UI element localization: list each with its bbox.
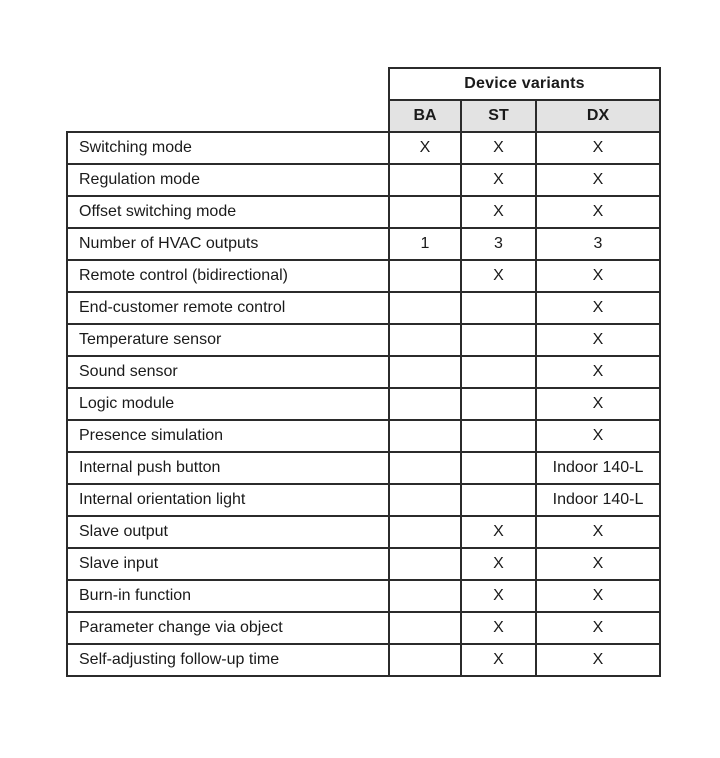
- dx-value-cell: X: [536, 612, 660, 644]
- dx-value-cell: X: [536, 388, 660, 420]
- feature-label-cell: Number of HVAC outputs: [67, 228, 389, 260]
- column-header-ba: BA: [389, 100, 461, 132]
- feature-label-cell: Slave output: [67, 516, 389, 548]
- ba-value-cell: [389, 580, 461, 612]
- st-value-cell: 3: [461, 228, 536, 260]
- table-body: [67, 132, 660, 676]
- st-value-cell: X: [461, 548, 536, 580]
- ba-value-cell: [389, 260, 461, 292]
- ba-value-cell: [389, 356, 461, 388]
- st-value-cell: [461, 324, 536, 356]
- ba-value-cell: [389, 196, 461, 228]
- dx-value-cell: X: [536, 292, 660, 324]
- dx-value-cell: X: [536, 356, 660, 388]
- column-header-st: ST: [461, 100, 536, 132]
- header-spacer-cell: [67, 68, 389, 100]
- feature-label-cell: Sound sensor: [67, 356, 389, 388]
- dx-value-cell: Indoor 140-L: [536, 484, 660, 516]
- column-header-row: [67, 100, 660, 132]
- dx-value-cell: X: [536, 580, 660, 612]
- st-value-cell: [461, 420, 536, 452]
- st-value-cell: X: [461, 516, 536, 548]
- ba-value-cell: [389, 452, 461, 484]
- st-value-cell: [461, 356, 536, 388]
- ba-value-cell: [389, 484, 461, 516]
- st-value-cell: X: [461, 260, 536, 292]
- feature-row: [67, 644, 660, 676]
- feature-row: [67, 228, 660, 260]
- ba-value-cell: X: [389, 132, 461, 164]
- group-header-cell: Device variants: [389, 68, 660, 100]
- feature-row: [67, 196, 660, 228]
- st-value-cell: X: [461, 644, 536, 676]
- ba-value-cell: [389, 420, 461, 452]
- ba-value-cell: [389, 388, 461, 420]
- dx-value-cell: X: [536, 324, 660, 356]
- st-value-cell: [461, 452, 536, 484]
- feature-row: [67, 132, 660, 164]
- feature-row: [67, 164, 660, 196]
- ba-value-cell: [389, 292, 461, 324]
- dx-value-cell: X: [536, 132, 660, 164]
- feature-row: [67, 484, 660, 516]
- feature-label-cell: Switching mode: [67, 132, 389, 164]
- dx-value-cell: X: [536, 196, 660, 228]
- feature-row: [67, 324, 660, 356]
- dx-value-cell: X: [536, 548, 660, 580]
- feature-label-cell: Self-adjusting follow-up time: [67, 644, 389, 676]
- group-header-row: [67, 68, 660, 100]
- ba-value-cell: [389, 644, 461, 676]
- ba-value-cell: [389, 516, 461, 548]
- feature-label-cell: Offset switching mode: [67, 196, 389, 228]
- feature-row: [67, 292, 660, 324]
- header-spacer-cell: [67, 100, 389, 132]
- feature-label-cell: Temperature sensor: [67, 324, 389, 356]
- ba-value-cell: [389, 548, 461, 580]
- dx-value-cell: X: [536, 420, 660, 452]
- feature-label-cell: Presence simulation: [67, 420, 389, 452]
- dx-value-cell: Indoor 140-L: [536, 452, 660, 484]
- feature-row: [67, 388, 660, 420]
- st-value-cell: X: [461, 612, 536, 644]
- device-variants-table: [66, 67, 661, 677]
- feature-label-cell: Remote control (bidirectional): [67, 260, 389, 292]
- st-value-cell: X: [461, 196, 536, 228]
- feature-label-cell: Regulation mode: [67, 164, 389, 196]
- feature-label-cell: End-customer remote control: [67, 292, 389, 324]
- dx-value-cell: X: [536, 516, 660, 548]
- feature-label-cell: Burn-in function: [67, 580, 389, 612]
- ba-value-cell: [389, 164, 461, 196]
- feature-row: [67, 452, 660, 484]
- feature-label-cell: Internal push button: [67, 452, 389, 484]
- feature-row: [67, 612, 660, 644]
- st-value-cell: [461, 292, 536, 324]
- column-header-dx: DX: [536, 100, 660, 132]
- st-value-cell: [461, 388, 536, 420]
- st-value-cell: X: [461, 132, 536, 164]
- feature-row: [67, 356, 660, 388]
- feature-row: [67, 260, 660, 292]
- feature-row: [67, 420, 660, 452]
- st-value-cell: X: [461, 164, 536, 196]
- feature-row: [67, 580, 660, 612]
- ba-value-cell: [389, 324, 461, 356]
- dx-value-cell: X: [536, 260, 660, 292]
- st-value-cell: [461, 484, 536, 516]
- feature-label-cell: Internal orientation light: [67, 484, 389, 516]
- feature-label-cell: Logic module: [67, 388, 389, 420]
- feature-row: [67, 516, 660, 548]
- feature-label-cell: Parameter change via object: [67, 612, 389, 644]
- feature-row: [67, 548, 660, 580]
- dx-value-cell: 3: [536, 228, 660, 260]
- feature-label-cell: Slave input: [67, 548, 389, 580]
- dx-value-cell: X: [536, 644, 660, 676]
- ba-value-cell: [389, 612, 461, 644]
- dx-value-cell: X: [536, 164, 660, 196]
- st-value-cell: X: [461, 580, 536, 612]
- ba-value-cell: 1: [389, 228, 461, 260]
